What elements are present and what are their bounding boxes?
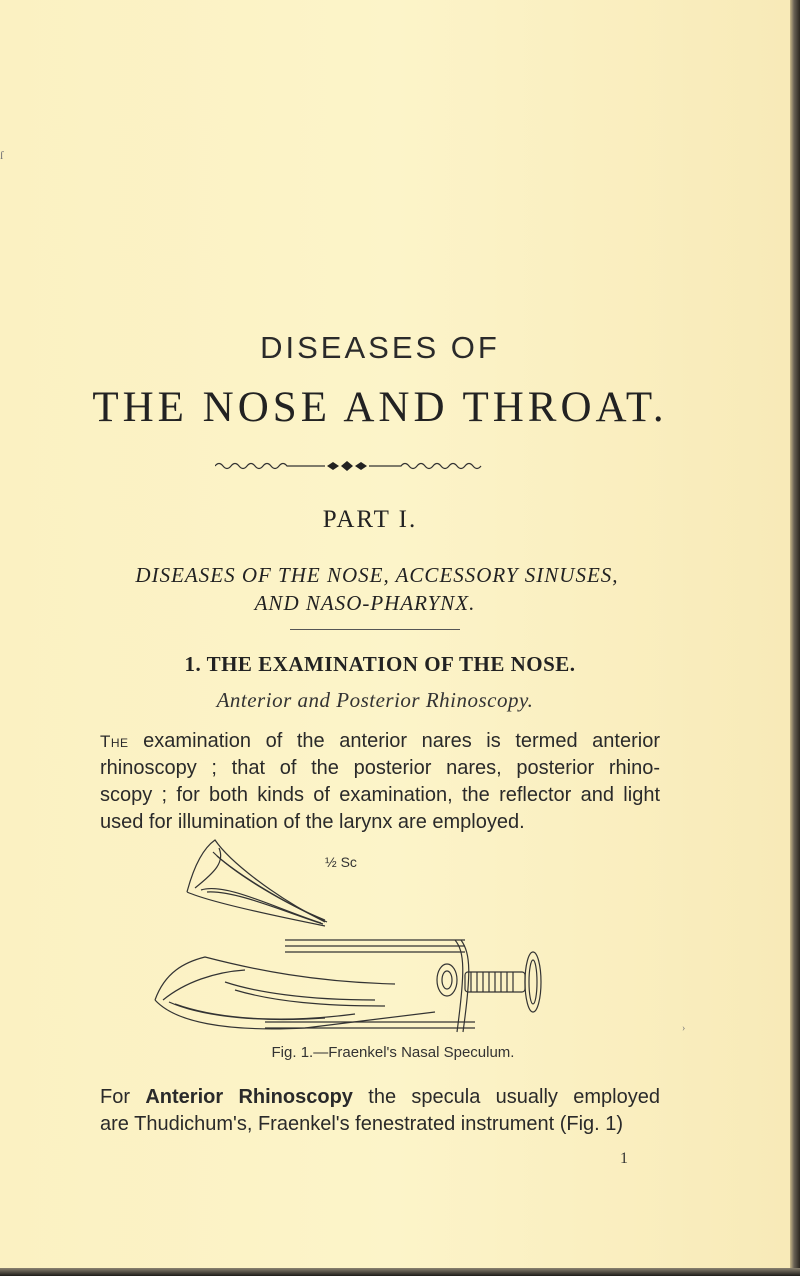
paragraph-1-line-1	[100, 728, 660, 755]
book-title-line2: THE NOSE AND THROAT.	[92, 384, 668, 431]
page-number: 1	[620, 1150, 628, 1167]
paragraph-1-line-4: used for illumination of the larynx are employed.	[100, 811, 525, 833]
nasal-speculum-illustration	[135, 762, 555, 1042]
paragraph-2-term: Anterior Rhinoscopy	[145, 1086, 353, 1108]
section-rule	[290, 629, 460, 630]
paragraph-1-line-3: scopy ; for both kinds of examination, the reflector and light	[100, 784, 660, 806]
part-subtitle-line1: DISEASES OF THE NOSE, ACCESSORY SINUSES,	[135, 563, 619, 587]
paragraph-1-lead: The	[100, 732, 129, 751]
paragraph-1-line-1-rest: examination of the anterior nares is termed anterior	[128, 730, 660, 752]
section-heading: 1. THE EXAMINATION OF THE NOSE.	[184, 652, 576, 676]
page-edge-bottom	[0, 1268, 800, 1276]
figure-scale-label: ½ Sc	[325, 854, 357, 870]
figure-caption: Fig. 1.—Fraenkel's Nasal Speculum.	[271, 1044, 515, 1061]
paragraph-2-lead: For	[100, 1086, 146, 1108]
page-edge-right	[790, 0, 800, 1276]
ornament-divider-icon	[215, 458, 485, 472]
paragraph-2-line-1-rest: the specula usually employed	[352, 1086, 660, 1108]
paragraph-2-line-1	[100, 1084, 660, 1111]
paragraph-2	[100, 1084, 660, 1138]
edge-mark: ſ	[0, 148, 4, 162]
part-subtitle-line2: AND NASO-PHARYNX.	[254, 591, 476, 615]
paragraph-1-line-2: rhinoscopy ; that of the posterior nares, posterior rhino-	[100, 757, 660, 779]
part-label: PART I.	[322, 506, 418, 533]
book-title-line1: DISEASES OF	[260, 330, 500, 365]
section-subheading: Anterior and Posterior Rhinoscopy.	[216, 688, 534, 712]
paragraph-2-line-2: are Thudichum's, Fraenkel's fenestrated instrument (Fig. 1)	[100, 1113, 624, 1135]
margin-mark: ›	[682, 1023, 686, 1034]
